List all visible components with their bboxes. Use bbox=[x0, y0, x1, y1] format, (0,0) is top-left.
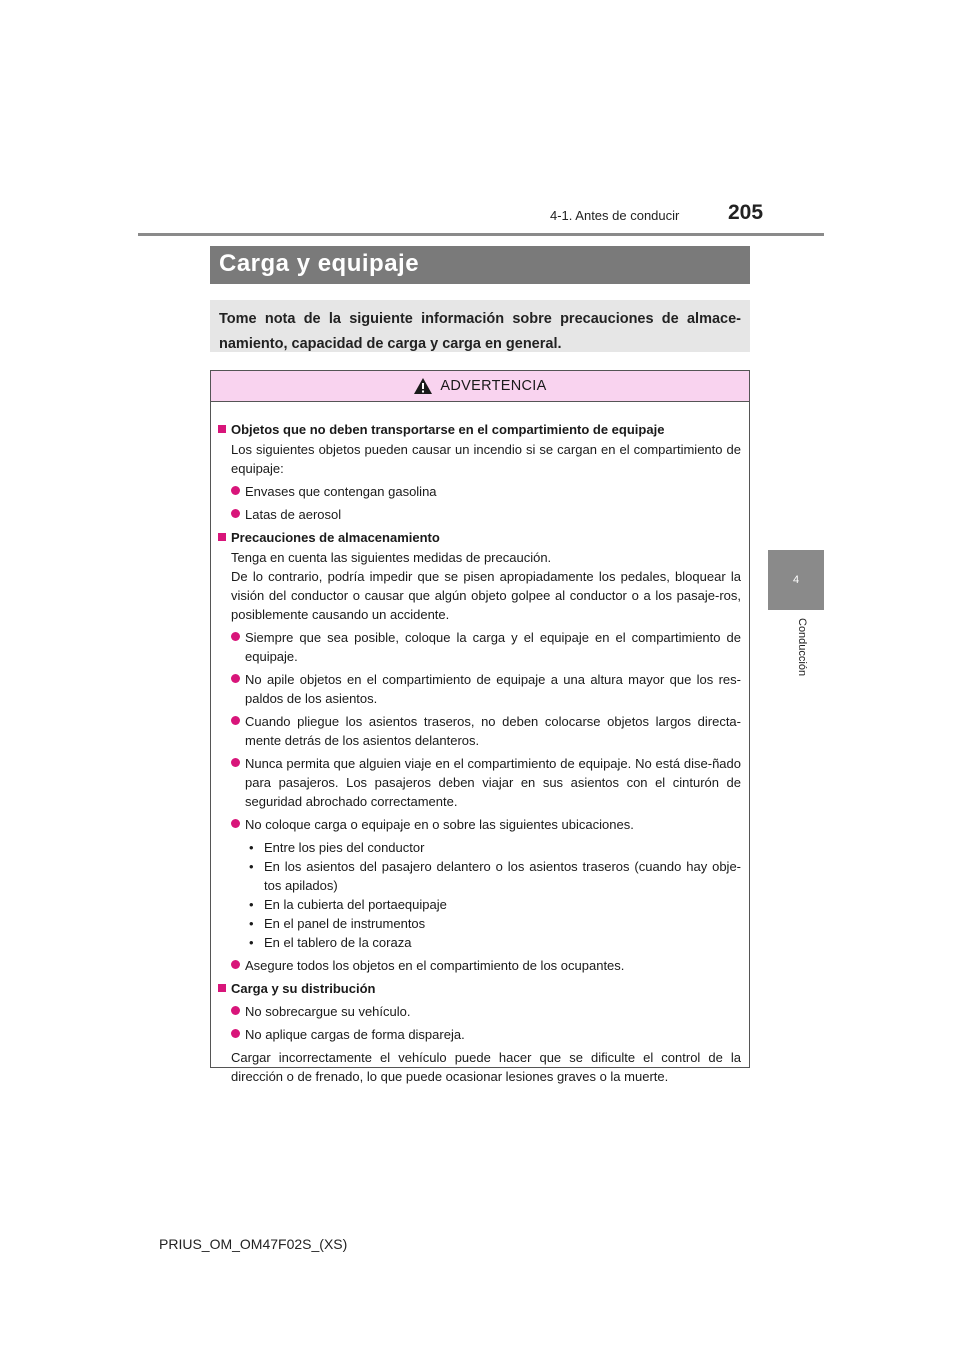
bullet-text: Siempre que sea posible, coloque la carga y el equipaje en el compartimiento de equipaje. bbox=[245, 630, 741, 664]
sub-bullet-item bbox=[249, 914, 741, 933]
section-heading bbox=[218, 420, 741, 439]
bullet-text: Cuando pliegue los asientos traseros, no deben colocarse objetos largos directa-mente detrás de los asientos delanteros. bbox=[245, 714, 741, 748]
sub-bullet-text: En el tablero de la coraza bbox=[264, 935, 412, 950]
bullet-item bbox=[231, 754, 741, 811]
dot-bullet-icon bbox=[231, 819, 240, 828]
bullet-item bbox=[231, 1025, 741, 1044]
dot-bullet-icon bbox=[231, 960, 240, 969]
document-footer: PRIUS_OM_OM47F02S_(XS) bbox=[159, 1236, 348, 1252]
sub-bullet-marker: • bbox=[249, 916, 254, 931]
dot-bullet-icon bbox=[231, 758, 240, 767]
sub-bullet-item bbox=[249, 933, 741, 952]
bullet-text: No coloque carga o equipaje en o sobre las siguientes ubicaciones. bbox=[245, 817, 634, 832]
header-rule bbox=[138, 233, 824, 236]
warning-header bbox=[211, 371, 749, 402]
bullet-item bbox=[231, 505, 741, 524]
sub-bullet-marker: • bbox=[249, 840, 254, 855]
square-bullet-icon bbox=[218, 533, 226, 541]
bullet-text: No apile objetos en el compartimiento de equipaje a una altura mayor que los res-paldos de los asientos. bbox=[245, 672, 741, 706]
dot-bullet-icon bbox=[231, 632, 240, 641]
paragraph: Cargar incorrectamente el vehículo puede hacer que se dificulte el control de la dirección o de frenado, lo que puede ocasionar lesiones graves o la muerte. bbox=[231, 1050, 741, 1084]
sub-bullet-marker: • bbox=[249, 859, 254, 874]
sub-bullet-text: En el panel de instrumentos bbox=[264, 916, 426, 931]
warning-body bbox=[211, 402, 749, 1086]
bullet-item bbox=[231, 712, 741, 750]
page-title: Carga y equipaje bbox=[210, 246, 750, 284]
bullet-item bbox=[231, 1002, 741, 1021]
paragraph: De lo contrario, podría impedir que se pisen apropiadamente los pedales, bloquear la visión del conductor o causar que algún objeto golpee al conductor o a los pasaje-ros, posiblemente causando un accidente. bbox=[231, 569, 741, 622]
page-number: 205 bbox=[728, 201, 764, 224]
sub-bullet-marker: • bbox=[249, 897, 254, 912]
bullet-text: Latas de aerosol bbox=[245, 507, 342, 522]
intro-text: Tome nota de la siguiente información sobre precauciones de almace-namiento, capacidad de carga y carga en general. bbox=[210, 300, 750, 352]
dot-bullet-icon bbox=[231, 486, 240, 495]
chapter-label: Conducción bbox=[796, 618, 808, 677]
bullet-item bbox=[231, 628, 741, 666]
warning-box bbox=[210, 370, 750, 1084]
dot-bullet-icon bbox=[231, 509, 240, 518]
sub-bullet-marker: • bbox=[249, 935, 254, 950]
bullet-item bbox=[231, 482, 741, 501]
bullet-text: Asegure todos los objetos en el compartimiento de los ocupantes. bbox=[245, 958, 625, 973]
sub-bullet-item bbox=[249, 838, 741, 857]
section-heading bbox=[218, 979, 741, 998]
sub-bullet-text: En la cubierta del portaequipaje bbox=[264, 897, 447, 912]
dot-bullet-icon bbox=[231, 1006, 240, 1015]
dot-bullet-icon bbox=[231, 716, 240, 725]
paragraph: Los siguientes objetos pueden causar un incendio si se cargan en el compartimiento de equipaje: bbox=[231, 442, 741, 476]
warning-triangle-icon bbox=[413, 377, 433, 395]
bullet-text: Envases que contengan gasolina bbox=[245, 484, 437, 499]
bullet-item bbox=[231, 670, 741, 708]
warning-label: ADVERTENCIA bbox=[440, 378, 547, 394]
dot-bullet-icon bbox=[231, 674, 240, 683]
bullet-text: Nunca permita que alguien viaje en el compartimiento de equipaje. No está dise-ñado para pasajeros. Los pasajeros deben viajar en sus asientos con el cinturón de seguridad abrochado correctamente. bbox=[245, 756, 741, 809]
paragraph: Tenga en cuenta las siguientes medidas de precaución. bbox=[231, 550, 552, 565]
heading-text: Objetos que no deben transportarse en el compartimiento de equipaje bbox=[231, 422, 665, 437]
bullet-text: No sobrecargue su vehículo. bbox=[245, 1004, 411, 1019]
bullet-item bbox=[231, 815, 741, 834]
dot-bullet-icon bbox=[231, 1029, 240, 1038]
sub-bullet-text: En los asientos del pasajero delantero o los asientos traseros (cuando hay obje-tos apilados) bbox=[264, 859, 741, 893]
section-heading bbox=[218, 528, 741, 547]
square-bullet-icon bbox=[218, 425, 226, 433]
heading-text: Carga y su distribución bbox=[231, 981, 376, 996]
sub-bullet-text: Entre los pies del conductor bbox=[264, 840, 425, 855]
sub-bullet-item bbox=[249, 895, 741, 914]
sub-bullet-item bbox=[249, 857, 741, 895]
square-bullet-icon bbox=[218, 984, 226, 992]
heading-text: Precauciones de almacenamiento bbox=[231, 530, 440, 545]
section-title: 4-1. Antes de conducir bbox=[550, 208, 680, 223]
chapter-number: 4 bbox=[792, 574, 800, 586]
bullet-item bbox=[231, 956, 741, 975]
bullet-text: No aplique cargas de forma dispareja. bbox=[245, 1027, 465, 1042]
